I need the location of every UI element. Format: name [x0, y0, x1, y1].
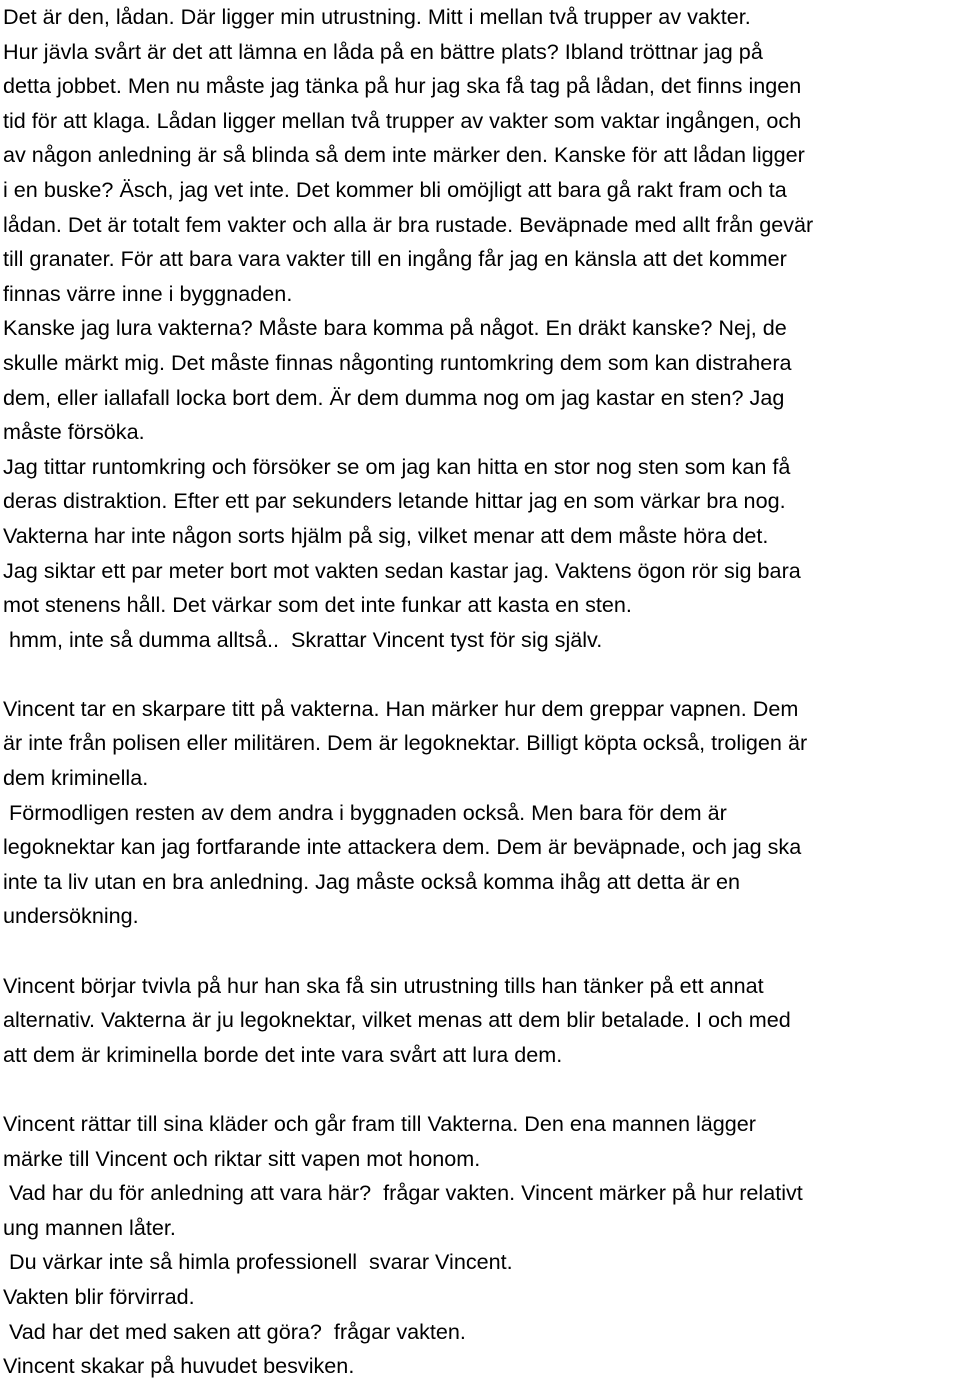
paragraph-gap [3, 1072, 958, 1107]
text-line: hmm, inte så dumma alltså.. Skrattar Vincent tyst för sig själv. [3, 626, 603, 652]
text-line: alternativ. Vakterna är ju legoknektar, vilket menas att dem blir betalade. I och med [3, 1007, 791, 1033]
text-line: Vincent skakar på huvudet besviken. [3, 1353, 355, 1379]
text-line: inte ta liv utan en bra anledning. Jag måste också komma ihåg att detta är en [3, 868, 741, 894]
text-line: Vad har du för anledning att vara här? frågar vakten. Vincent märker på hur relativt [3, 1180, 803, 1206]
text-line: märke till Vincent och riktar sitt vapen mot honom. [3, 1145, 481, 1171]
text-line: Jag tittar runtomkring och försöker se om jag kan hitta en stor nog sten som kan få [3, 453, 791, 479]
text-line: Hur jävla svårt är det att lämna en låda på en bättre plats? Ibland tröttnar jag på [3, 38, 763, 64]
text-line: lådan. Det är totalt fem vakter och alla är bra rustade. Beväpnade med allt från gevär [3, 211, 814, 237]
text-line: att dem är kriminella borde det inte vara svårt att lura dem. [3, 1041, 563, 1067]
text-line: ung mannen låter. [3, 1214, 176, 1240]
text-line: Vakten blir förvirrad. [3, 1283, 195, 1309]
text-line: Jag siktar ett par meter bort mot vakten sedan kastar jag. Vaktens ögon rör sig bara [3, 557, 801, 583]
text-line: detta jobbet. Men nu måste jag tänka på hur jag ska få tag på lådan, det finns ingen [3, 73, 802, 99]
text-line: Vincent börjar tvivla på hur han ska få sin utrustning tills han tänker på ett annat [3, 972, 764, 998]
text-line: mot stenens håll. Det värkar som det inte funkar att kasta en sten. [3, 592, 632, 618]
paragraph-gap [3, 934, 958, 969]
text-line: Vakterna har inte någon sorts hjälm på sig, vilket menar att dem måste höra det. [3, 522, 769, 548]
text-line: undersökning. [3, 903, 139, 929]
text-line: Det är den, lådan. Där ligger min utrustning. Mitt i mellan två trupper av vakter. [3, 4, 751, 29]
text-line: måste försöka. [3, 419, 145, 445]
text-line: Vincent tar en skarpare titt på vakterna. Han märker hur dem greppar vapnen. Dem [3, 695, 799, 721]
text-line: Förmodligen resten av dem andra i byggnaden också. Men bara för dem är [3, 799, 727, 825]
text-line: i en buske? Äsch, jag vet inte. Det kommer bli omöjligt att bara gå rakt fram och ta [3, 176, 787, 202]
text-line: tid för att klaga. Lådan ligger mellan två trupper av vakter som vaktar ingången, och [3, 107, 802, 133]
document-body [3, 0, 958, 1384]
text-line: deras distraktion. Efter ett par sekunders letande hittar jag en som värkar bra nog. [3, 488, 786, 514]
text-line: dem kriminella. [3, 765, 149, 791]
text-line: av någon anledning är så blinda så dem inte märker den. Kanske för att lådan ligger [3, 142, 805, 168]
text-line: Kanske jag lura vakterna? Måste bara komma på något. En dräkt kanske? Nej, de [3, 315, 787, 341]
text-line: till granater. För att bara vara vakter till en ingång får jag en känsla att det kommer [3, 246, 787, 272]
text-line: Vad har det med saken att göra? frågar vakten. [3, 1318, 466, 1344]
paragraph-gap [3, 657, 958, 692]
text-line: skulle märkt mig. Det måste finnas någonting runtomkring dem som kan distrahera [3, 349, 792, 375]
text-line: legoknektar kan jag fortfarande inte attackera dem. Dem är beväpnade, och jag ska [3, 834, 802, 860]
text-line: Du värkar inte så himla professionell svarar Vincent. [3, 1249, 513, 1275]
text-line: dem, eller iallafall locka bort dem. Är dem dumma nog om jag kastar en sten? Jag [3, 384, 785, 410]
text-line: finnas värre inne i byggnaden. [3, 280, 293, 306]
text-line: är inte från polisen eller militären. Dem är legoknektar. Billigt köpta också, troligen är [3, 730, 808, 756]
text-line: Vincent rättar till sina kläder och går fram till Vakterna. Den ena mannen lägger [3, 1111, 756, 1136]
